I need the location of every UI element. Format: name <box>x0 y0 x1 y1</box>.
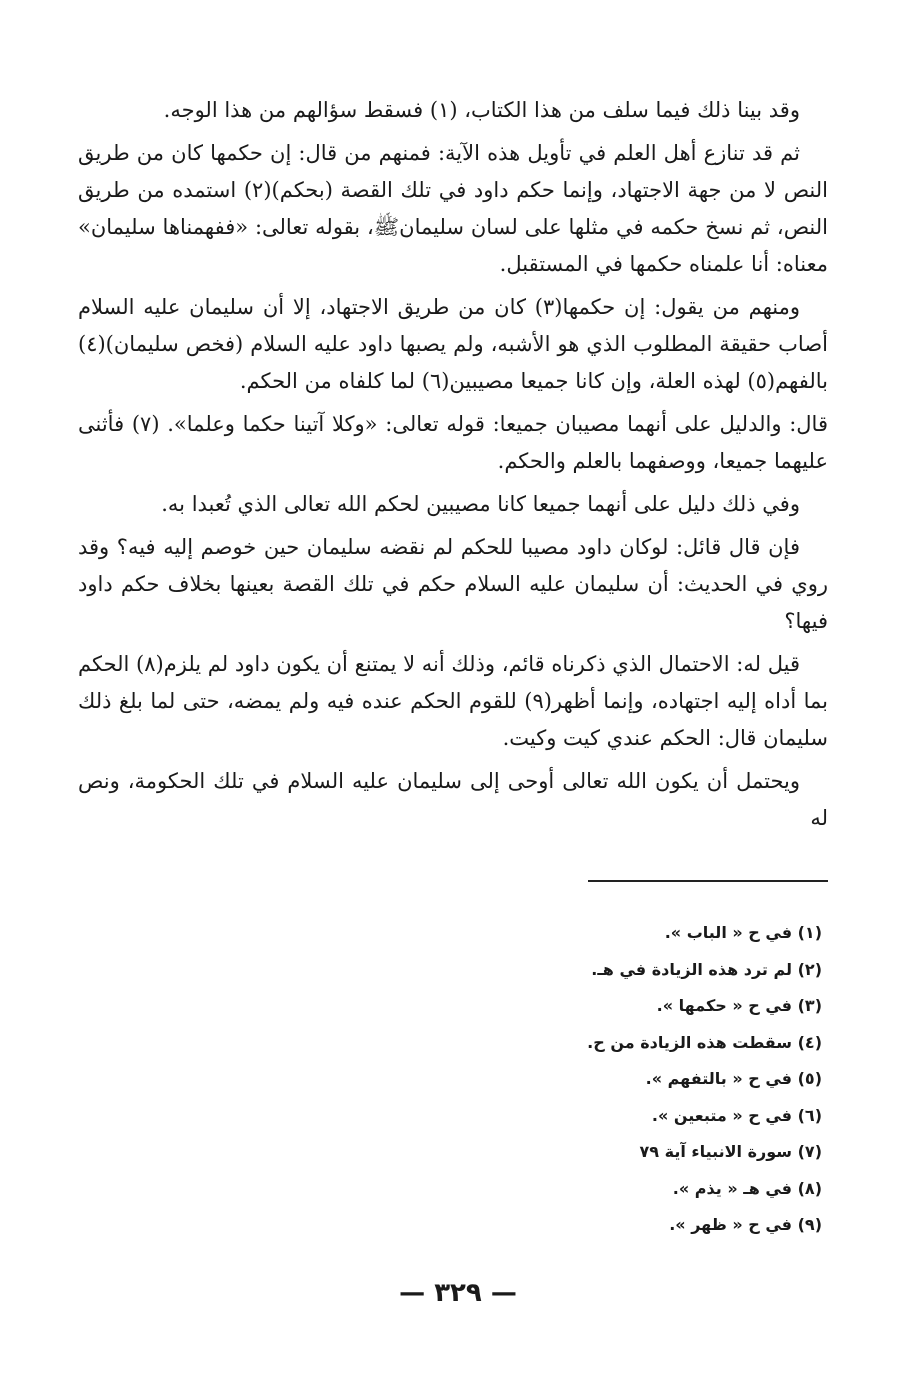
footnotes <box>222 915 822 1244</box>
paragraph-3: ومنهم من يقول: إن حكمها(٣) كان من طريق الاجتهاد، إلا أن سليمان عليه السلام أصاب حقيقة المطلوب الذي هو الأشبه، ولم يصبها داود عليه السلام (فخص سليمان)(٤) بالفهم(٥) لهذه العلة، وإن كانا جميعا مصيبين(٦) لما كلفاه من الحكم. <box>78 295 828 393</box>
paragraph-8: ويحتمل أن يكون الله تعالى أوحى إلى سليمان عليه السلام في تلك الحكومة، ونص له <box>78 769 828 830</box>
footnote-9: (٩) في ح « ظهر ». <box>669 1215 822 1234</box>
paragraph-5: وفي ذلك دليل على أنهما جميعا كانا مصيبين لحكم الله تعالى الذي تُعبدا به. <box>161 492 800 516</box>
page-number: — ٣٢٩ — <box>399 1278 517 1308</box>
footnote-2: (٢) لم ترد هذه الزيادة في هـ. <box>591 959 822 979</box>
footnote-3: (٣) في ح « حكمها ». <box>656 996 822 1015</box>
main-text <box>78 92 828 843</box>
footnote-1: (١) في ح « الباب ». <box>664 923 822 942</box>
footnote-4: (٤) سقطت هذه الزيادة من ح. <box>587 1032 822 1052</box>
footnote-7: (٧) سورة الانبياء آية ٧٩ <box>639 1142 822 1161</box>
footnote-6: (٦) في ح « متبعين ». <box>651 1105 822 1125</box>
paragraph-6: فإن قال قائل: لوكان داود مصيبا للحكم لم نقضه سليمان حين خوصم إليه فيه؟ وقد روي في الحديث: أن سليمان عليه السلام حكم في تلك القصة بعينها بخلاف حكم داود فيها؟ <box>78 535 828 633</box>
footnote-5: (٥) في ح « بالتفهم ». <box>645 1069 822 1088</box>
footnote-separator <box>588 880 828 882</box>
footnote-8: (٨) في هـ « يذم ». <box>672 1178 822 1198</box>
paragraph-2: ثم قد تنازع أهل العلم في تأويل هذه الآية: فمنهم من قال: إن حكمها كان من طريق النص لا من جهة الاجتهاد، وإنما حكم داود في تلك القصة (بحكم)(٢) استمده من طريق النص، ثم نسخ حكمه في مثلها على لسان سليمانﷺ، بقوله تعالى: «ففهمناها سليمان» معناه: أنا علمناه حكمها في المستقبل. <box>78 141 829 276</box>
paragraph-1: وقد بينا ذلك فيما سلف من هذا الكتاب، (١) فسقط سؤالهم من هذا الوجه. <box>163 98 800 122</box>
paragraph-7: قيل له: الاحتمال الذي ذكرناه قائم، وذلك أنه لا يمتنع أن يكون داود لم يلزم(٨) الحكم بما أداه إليه اجتهاده، وإنما أظهر(٩) للقوم الحكم عنده فيه ولم يمضه، حتى لما بلغ ذلك سليمان قال: الحكم عندي كيت وكيت. <box>78 652 829 750</box>
paragraph-4: قال: والدليل على أنهما مصيبان جميعا: قوله تعالى: «وكلا آتينا حكما وعلما». (٧) فأثنى عليهما جميعا، ووصفهما بالعلم والحكم. <box>78 412 828 473</box>
